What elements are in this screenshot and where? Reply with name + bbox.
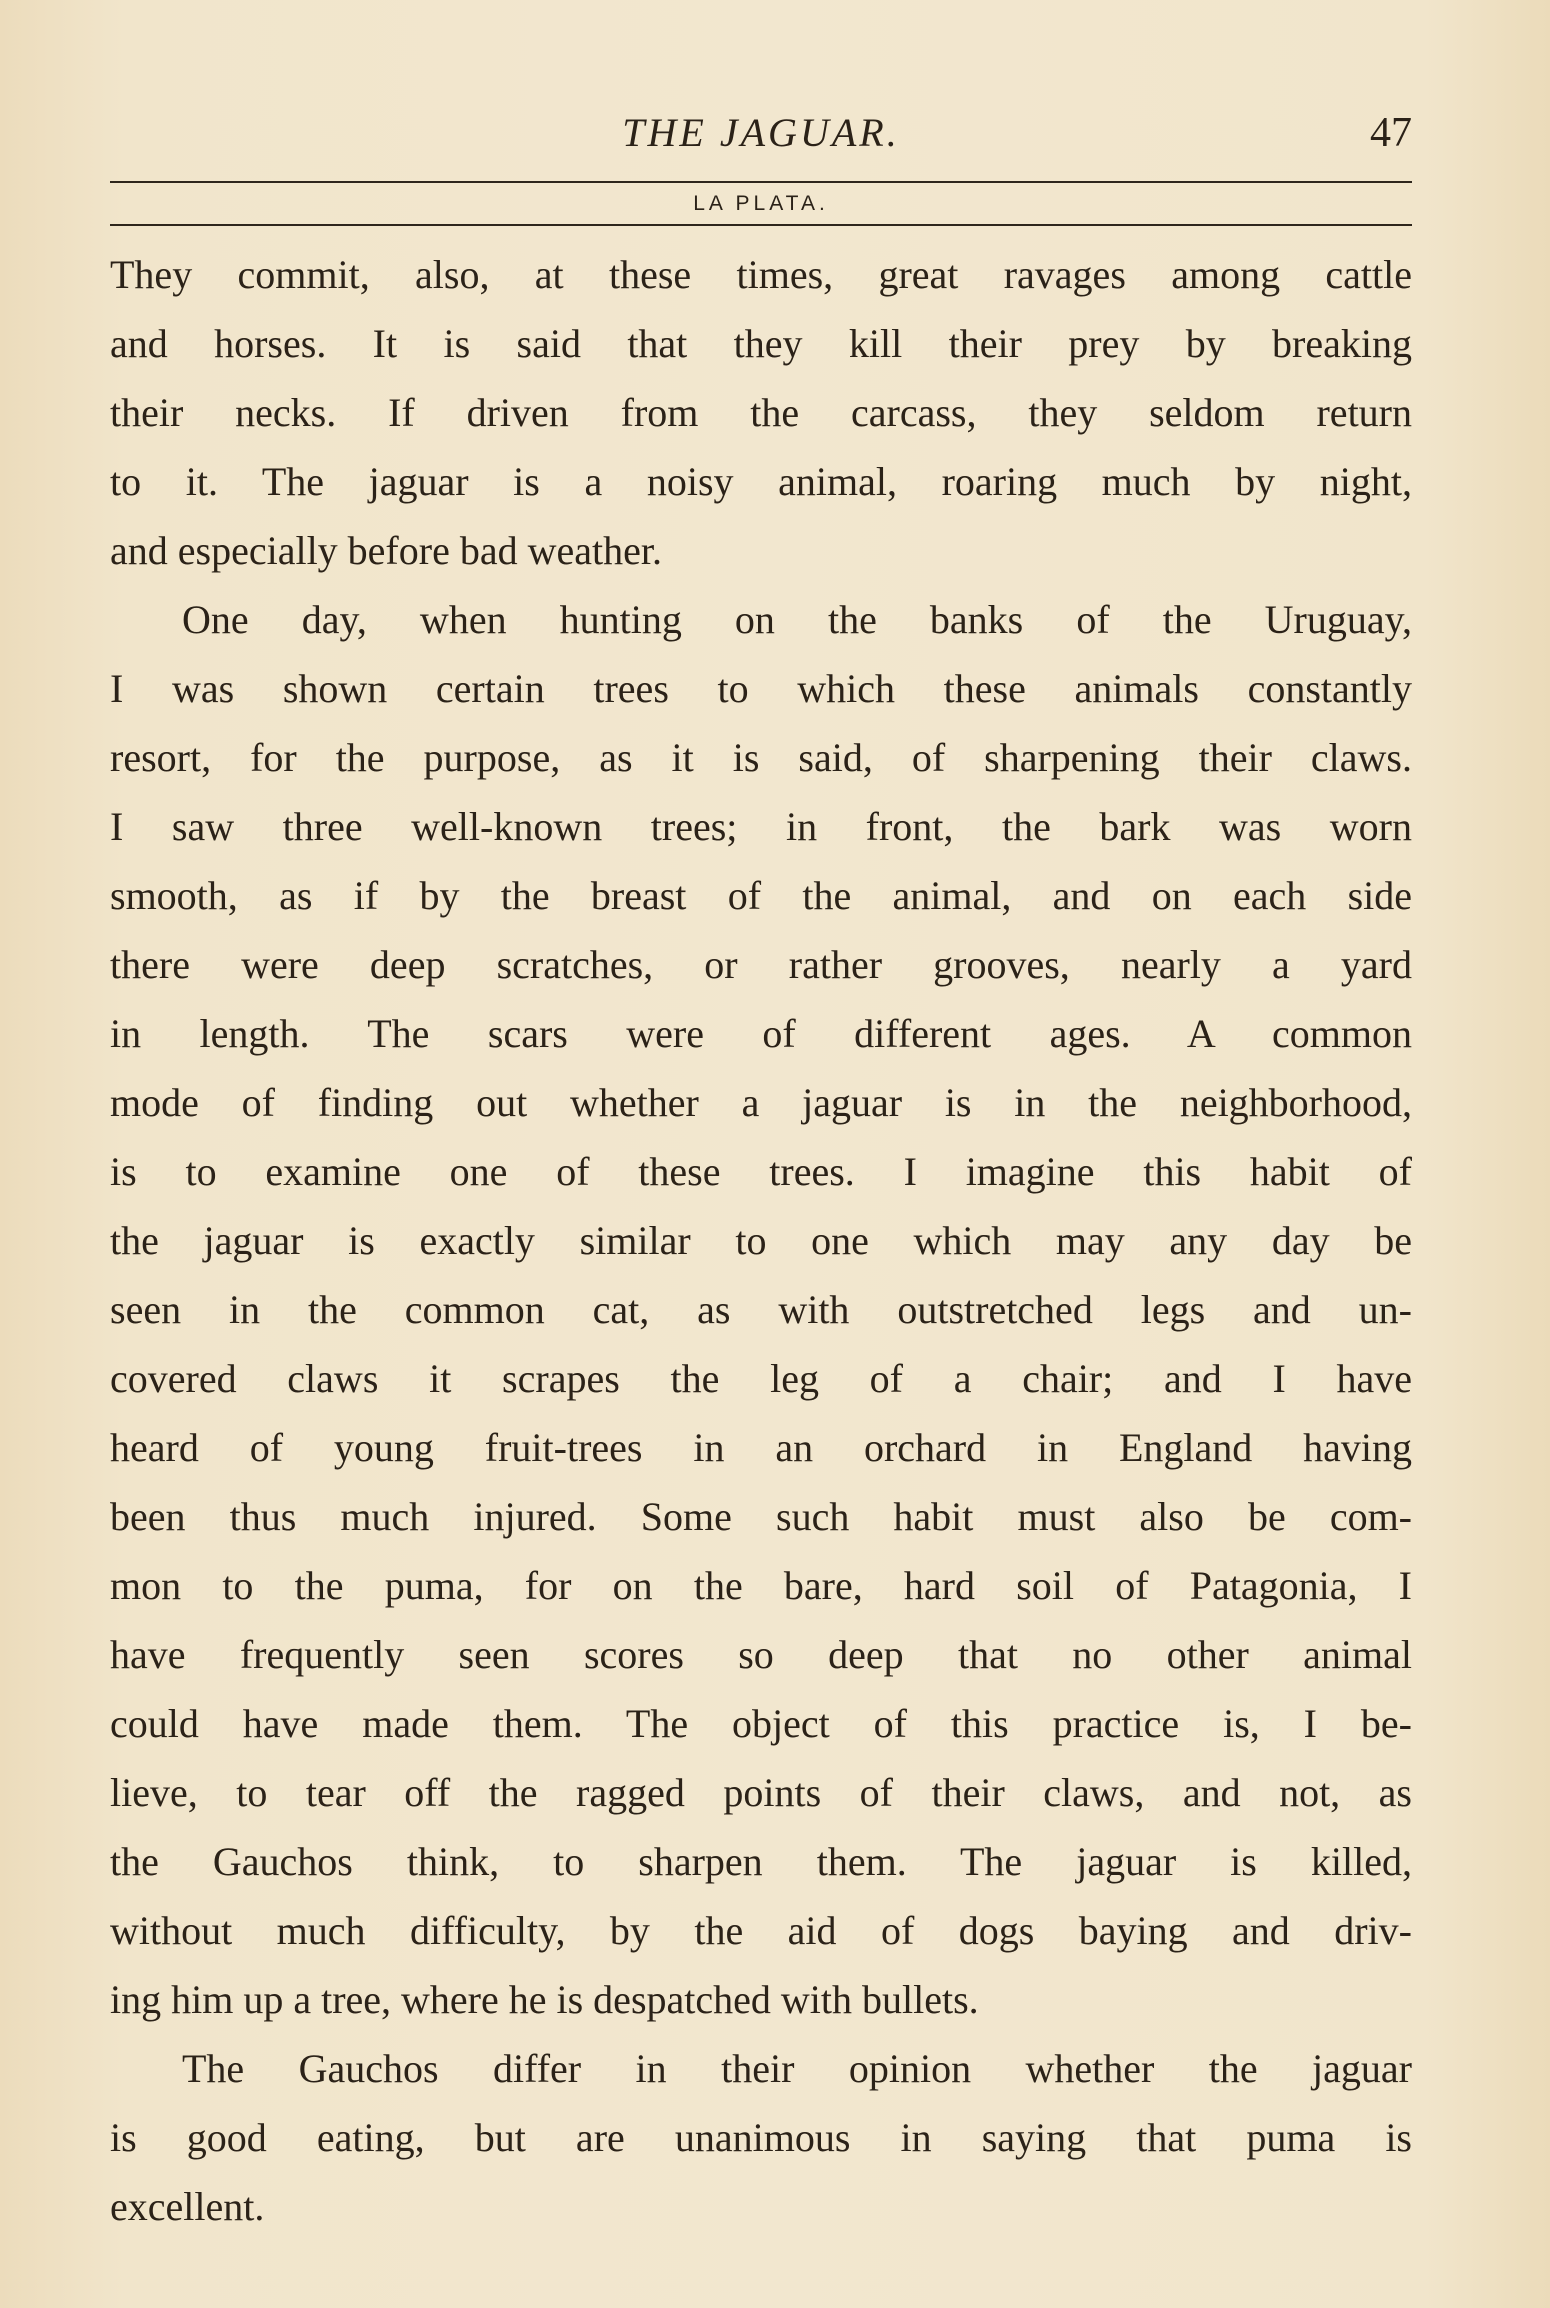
header-rule-bottom: [110, 224, 1412, 226]
body-text: [110, 240, 1412, 2241]
text-line: The Gauchos differ in their opinion whether the jaguar: [182, 2046, 1412, 2091]
text-line: seen in the common cat, as with outstretched legs and un-: [110, 1287, 1412, 1332]
text-line: I was shown certain trees to which these animals constantly: [110, 666, 1412, 711]
text-line: have frequently seen scores so deep that no other animal: [110, 1632, 1412, 1677]
running-head: [110, 108, 1412, 158]
text-line: could have made them. The object of this practice is, I be-: [110, 1701, 1412, 1746]
text-line: is good eating, but are unanimous in saying that puma is: [110, 2115, 1412, 2160]
running-title: THE JAGUAR.: [622, 110, 900, 155]
text-line: to it. The jaguar is a noisy animal, roaring much by night,: [110, 459, 1412, 504]
text-line: is to examine one of these trees. I imagine this habit of: [110, 1149, 1412, 1194]
text-line: been thus much injured. Some such habit must also be com-: [110, 1494, 1412, 1539]
text-line: excellent.: [110, 2184, 265, 2229]
text-line: heard of young fruit-trees in an orchard in England having: [110, 1425, 1412, 1470]
text-line: without much difficulty, by the aid of dogs baying and driv-: [110, 1908, 1412, 1953]
text-line: mode of finding out whether a jaguar is in the neighborhood,: [110, 1080, 1412, 1125]
text-line: the jaguar is exactly similar to one which may any day be: [110, 1218, 1412, 1263]
text-line: there were deep scratches, or rather grooves, nearly a yard: [110, 942, 1412, 987]
text-line: I saw three well-known trees; in front, the bark was worn: [110, 804, 1412, 849]
text-line: ing him up a tree, where he is despatched with bullets.: [110, 1977, 979, 2022]
text-line: They commit, also, at these times, great ravages among cattle: [110, 252, 1412, 297]
page-number: 47: [1370, 110, 1412, 156]
text-line: and especially before bad weather.: [110, 528, 662, 573]
text-line: in length. The scars were of different ages. A common: [110, 1011, 1412, 1056]
text-line: mon to the puma, for on the bare, hard soil of Patagonia, I: [110, 1563, 1412, 1608]
text-line: their necks. If driven from the carcass, they seldom return: [110, 390, 1412, 435]
section-title: LA PLATA.: [693, 192, 829, 215]
text-line: smooth, as if by the breast of the animal, and on each side: [110, 873, 1412, 918]
header-rule-top: [110, 181, 1412, 183]
text-line: resort, for the purpose, as it is said, of sharpening their claws.: [110, 735, 1412, 780]
text-line: covered claws it scrapes the leg of a chair; and I have: [110, 1356, 1412, 1401]
text-line: lieve, to tear off the ragged points of their claws, and not, as: [110, 1770, 1412, 1815]
text-line: and horses. It is said that they kill their prey by breaking: [110, 321, 1412, 366]
text-line: One day, when hunting on the banks of the Uruguay,: [182, 597, 1412, 642]
text-line: the Gauchos think, to sharpen them. The jaguar is killed,: [110, 1839, 1412, 1884]
